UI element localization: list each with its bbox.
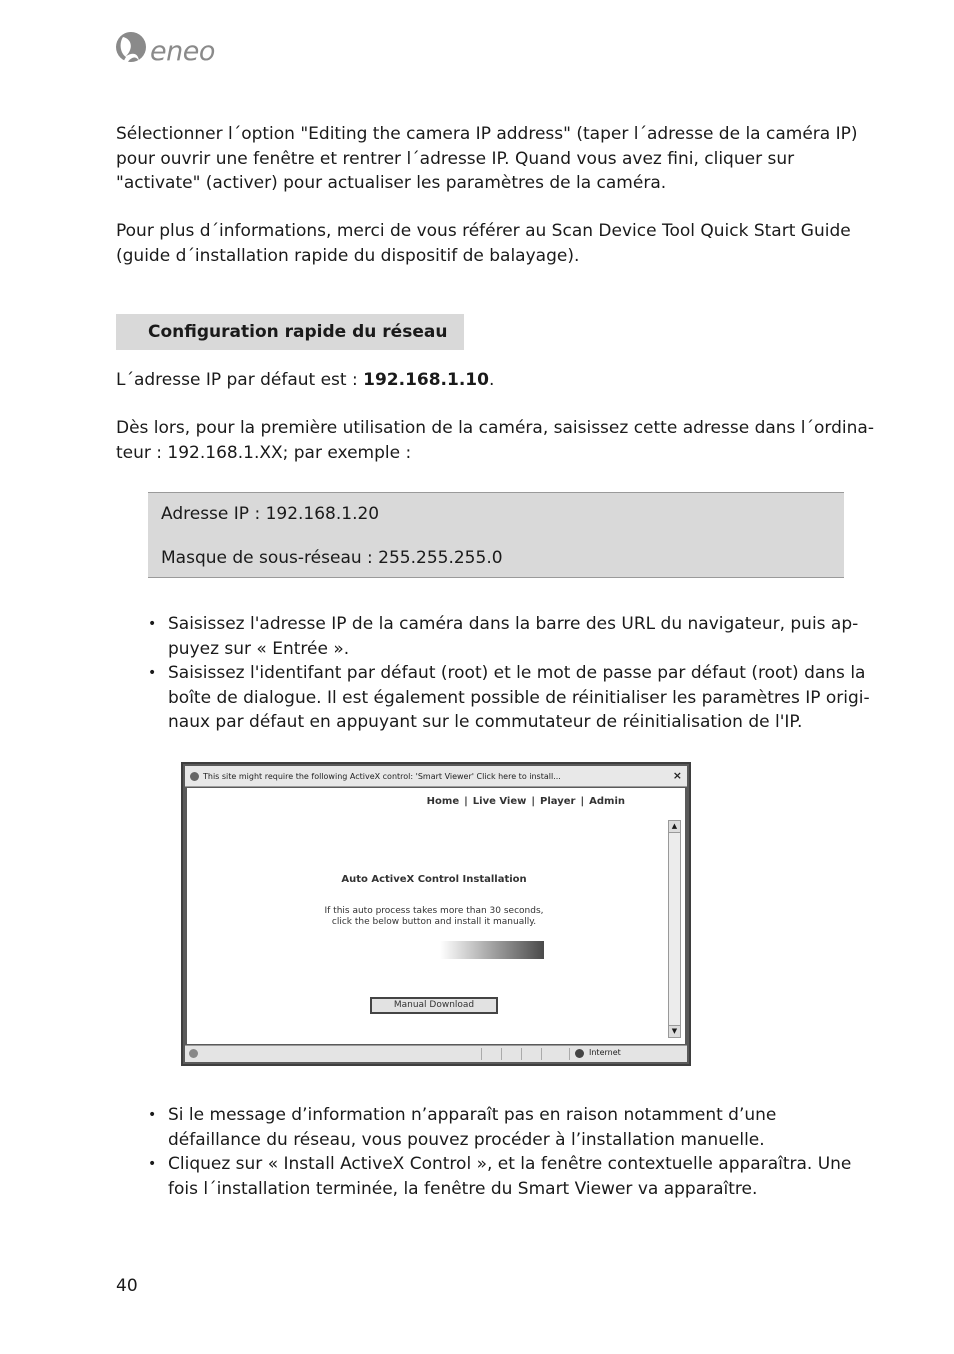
activex-message-line-2: click the below button and install it manually. [331,917,537,927]
list-item: • Cliquez sur « Install ActiveX Control », et la fenêtre contextuelle apparaîtra. Une fois l´installation terminée, la fenêtre du Smart Viewer va apparaître. [148,1152,872,1201]
intro-paragraph-2: Pour plus d´informations, merci de vous référer au Scan Device Tool Quick Start Guide (guide d´installation rapide du dispositif de balayage). [116,221,851,266]
scroll-up-icon: ▲ [669,821,680,833]
activex-infobar [185,766,687,787]
first-use-paragraph: Dès lors, pour la première utilisation de la caméra, saisissez cette adresse dans l´ordina-teur : 192.168.1.XX; par exemple : [116,418,874,463]
vertical-scrollbar [668,820,681,1038]
browser-content [187,788,685,1044]
logo-wordmark: eneo [150,35,215,67]
page-icon [189,1049,198,1058]
instruction-list-bottom [148,1103,872,1201]
section-heading: Configuration rapide du réseau [116,314,464,350]
nav-player: Player [540,796,576,807]
subnet-mask-line: Masque de sous-réseau : 255.255.255.0 [161,548,503,568]
security-zone: Internet [589,1048,621,1057]
list-item: • Saisissez l'identifant par défaut (root) et le mot de passe par défaut (root) dans la boîte de dialogue. Il est également possible de réinitialiser les paramètres IP origi-naux par défaut en appuyant sur le commutateur de réinitialisation de l'IP. [148,661,872,735]
intro-paragraph-1: Sélectionner l´option "Editing the camera IP address" (taper l´adresse de la caméra IP) pour ouvrir une fenêtre et rentrer l´adresse IP. Quand vous avez fini, cliquer sur "activate" (activer) pour actualiser les paramètres de la caméra. [116,124,858,193]
nav-admin: Admin [589,796,625,807]
browser-status-bar [185,1045,687,1062]
browser-screenshot [181,762,691,1066]
default-ip-paragraph [116,368,876,393]
ip-example-box [148,492,844,578]
nav-home: Home [426,796,460,807]
default-ip-suffix: . [488,370,495,390]
brand-logo [114,30,215,72]
default-ip-value: 192.168.1.10 [363,370,489,390]
activex-title: Auto ActiveX Control Installation [341,874,527,885]
list-item: • Saisissez l'adresse IP de la caméra dans la barre des URL du navigateur, puis ap-puyez sur « Entrée ». [148,612,872,661]
top-nav: Home | Live View | Player | Admin [426,796,625,807]
install-progress-bar [440,941,544,959]
close-icon: × [672,769,682,782]
shield-icon [190,772,199,781]
infobar-text: This site might require the following ActiveX control: 'Smart Viewer' Click here to install... [203,771,561,781]
scroll-down-icon: ▼ [669,1025,680,1037]
page-number: 40 [116,1276,138,1296]
globe-icon [575,1049,584,1058]
ip-address-line: Adresse IP : 192.168.1.20 [161,504,380,524]
nav-live-view: Live View [472,796,527,807]
list-item: • Si le message d’information n’apparaît pas en raison notamment d’une défaillance du réseau, vous pouvez procéder à l’installation manuelle. [148,1103,872,1152]
activex-message [187,906,681,928]
instruction-list-top [148,612,872,735]
eneo-logo-icon [114,31,148,71]
activex-message-line-1: If this auto process takes more than 30 seconds, [324,906,544,916]
manual-download-button: Manual Download [370,997,498,1014]
default-ip-prefix: L´adresse IP par défaut est : [116,370,364,390]
